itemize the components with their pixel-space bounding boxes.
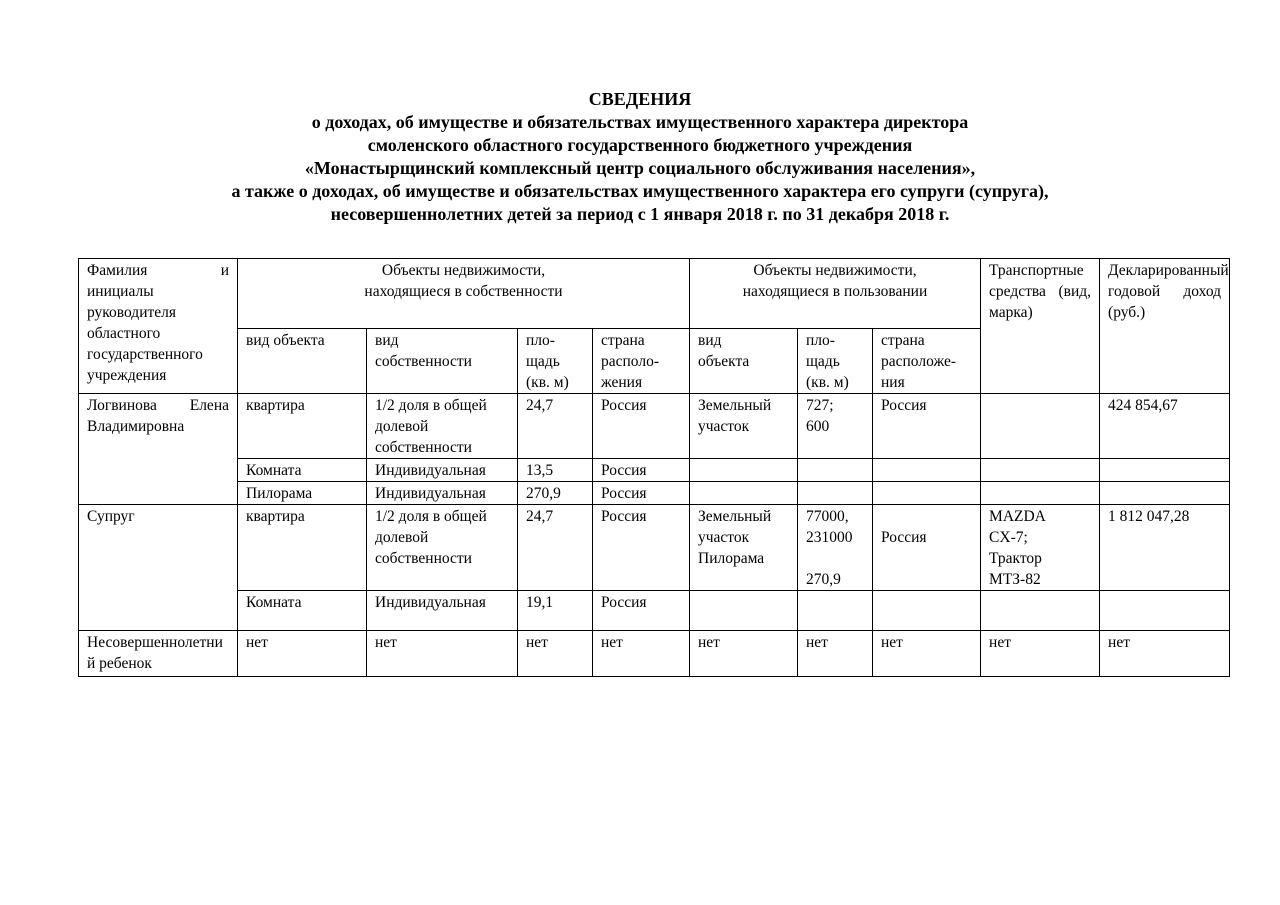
header-owned-property: Объекты недвижимости, находящиеся в собственности	[238, 259, 690, 329]
person-name: Несовершеннолетний ребенок	[79, 631, 238, 677]
empty-cell	[1100, 591, 1230, 631]
transport-cell: MAZDA CX-7; Трактор МТЗ-82	[981, 505, 1100, 591]
subheader-used-country: страна расположе- ния	[873, 329, 981, 394]
none-cell: нет	[798, 631, 873, 677]
income-cell: 424 854,67	[1100, 394, 1230, 459]
none-cell: нет	[981, 631, 1100, 677]
heading-line-2: смоленского областного государственного бюджетного учреждения	[367, 135, 913, 155]
owned-type-cell: Комната	[238, 591, 367, 631]
table-row	[79, 505, 1230, 591]
document-title: СВЕДЕНИЯ	[588, 89, 692, 109]
person-name: Логвинова Елена Владимировна	[79, 394, 238, 505]
owned-type-cell: квартира	[238, 394, 367, 459]
empty-cell	[690, 459, 798, 482]
empty-cell	[1100, 459, 1230, 482]
none-cell: нет	[367, 631, 518, 677]
none-cell: нет	[238, 631, 367, 677]
empty-cell	[873, 459, 981, 482]
owned-country-cell: Россия	[593, 459, 690, 482]
empty-cell	[981, 591, 1100, 631]
owned-ownership-cell: Индивидуальная	[367, 482, 518, 505]
subheader-owned-type: вид объекта	[238, 329, 367, 394]
heading-line-4: а также о доходах, об имуществе и обязательствах имущественного характера его супруги (супруга),	[231, 181, 1049, 201]
owned-country-cell: Россия	[593, 482, 690, 505]
used-country-cell: Россия	[873, 505, 981, 591]
none-cell: нет	[1100, 631, 1230, 677]
header-income: Декларированный годовой доход (руб.)	[1100, 259, 1230, 394]
subheader-used-type: вид объекта	[690, 329, 798, 394]
empty-cell	[798, 482, 873, 505]
empty-cell	[690, 482, 798, 505]
owned-country-cell: Россия	[593, 394, 690, 459]
owned-area-cell: 24,7	[518, 505, 593, 591]
declaration-table	[78, 258, 1230, 677]
owned-type-cell: Комната	[238, 459, 367, 482]
empty-cell	[1100, 482, 1230, 505]
owned-type-cell: квартира	[238, 505, 367, 591]
header-transport: Транспортные средства (вид, марка)	[981, 259, 1100, 394]
header-row	[79, 259, 1230, 329]
empty-cell	[981, 482, 1100, 505]
owned-type-cell: Пилорама	[238, 482, 367, 505]
header-used-property: Объекты недвижимости, находящиеся в пользовании	[690, 259, 981, 329]
heading-line-5: несовершеннолетних детей за период с 1 января 2018 г. по 31 декабря 2018 г.	[330, 204, 950, 224]
used-country-cell: Россия	[873, 394, 981, 459]
owned-ownership-cell: Индивидуальная	[367, 591, 518, 631]
heading-line-1: о доходах, об имуществе и обязательствах имущественного характера директора	[311, 112, 969, 132]
table-row	[79, 394, 1230, 459]
none-cell: нет	[873, 631, 981, 677]
none-cell: нет	[690, 631, 798, 677]
subheader-used-area: пло- щадь (кв. м)	[798, 329, 873, 394]
owned-country-cell: Россия	[593, 505, 690, 591]
table-row	[79, 631, 1230, 677]
subheader-owned-ownership: вид собственности	[367, 329, 518, 394]
heading-line-3: «Монастырщинский комплексный центр социального обслуживания населения»,	[304, 158, 976, 178]
owned-ownership-cell: 1/2 доля в общей долевой собственности	[367, 505, 518, 591]
person-name: Супруг	[79, 505, 238, 631]
owned-area-cell: 19,1	[518, 591, 593, 631]
empty-cell	[873, 482, 981, 505]
subheader-owned-country: страна располо- жения	[593, 329, 690, 394]
subheader-owned-area: пло- щадь (кв. м)	[518, 329, 593, 394]
owned-area-cell: 13,5	[518, 459, 593, 482]
used-type-cell: Земельный участок	[690, 394, 798, 459]
empty-cell	[690, 591, 798, 631]
owned-area-cell: 24,7	[518, 394, 593, 459]
used-area-cell: 77000, 231000 270,9	[798, 505, 873, 591]
used-area-cell: 727; 600	[798, 394, 873, 459]
used-type-cell: Земельный участок Пилорама	[690, 505, 798, 591]
table-row	[79, 459, 1230, 482]
transport-cell	[981, 394, 1100, 459]
owned-country-cell: Россия	[593, 591, 690, 631]
header-name-column: Фамилия и инициалы руководителя областного государственного учреждения	[79, 259, 238, 394]
none-cell: нет	[518, 631, 593, 677]
empty-cell	[873, 591, 981, 631]
document-heading	[0, 88, 1280, 226]
income-cell: 1 812 047,28	[1100, 505, 1230, 591]
empty-cell	[798, 459, 873, 482]
empty-cell	[798, 591, 873, 631]
owned-ownership-cell: 1/2 доля в общей долевой собственности	[367, 394, 518, 459]
empty-cell	[981, 459, 1100, 482]
owned-ownership-cell: Индивидуальная	[367, 459, 518, 482]
none-cell: нет	[593, 631, 690, 677]
table-row	[79, 591, 1230, 631]
table-row	[79, 482, 1230, 505]
owned-area-cell: 270,9	[518, 482, 593, 505]
